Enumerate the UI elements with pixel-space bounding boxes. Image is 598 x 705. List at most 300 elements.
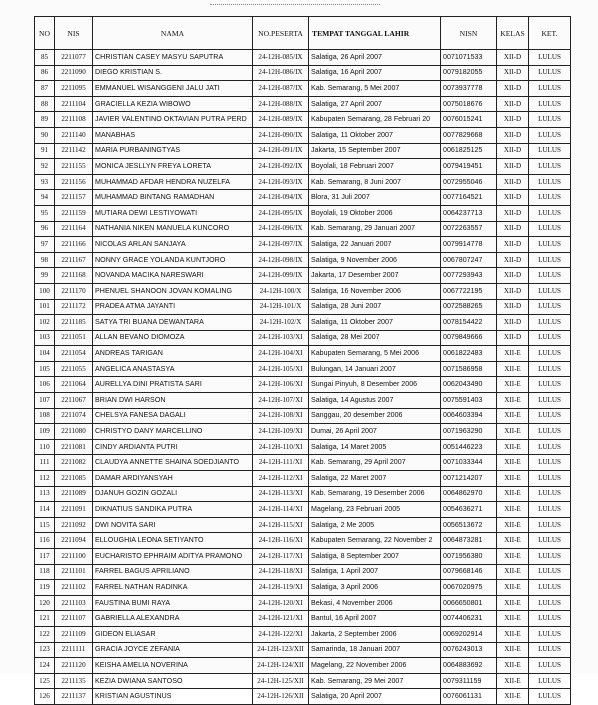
cell-nama: CHELSYA FANESA DAGALI [93,408,253,424]
cell-nisn: 0071586958 [441,361,497,377]
cell-ket: LULUS [529,252,571,268]
cell-nisn: 0064883692 [441,658,497,674]
cell-ket: LULUS [529,673,571,689]
cell-tempat-tanggal-lahir: Salatiga, 22 Maret 2007 [309,471,441,487]
cell-no-peserta: 24-12H-090/IX [253,127,309,143]
cell-no-peserta: 24-12H-098/IX [253,252,309,268]
cell-nisn: 0075591403 [441,393,497,409]
cell-kelas: XII-E [497,626,529,642]
cell-nis: 2211064 [55,377,93,393]
cell-tempat-tanggal-lahir: Salatiga, 3 April 2006 [309,580,441,596]
cell-kelas: XII-E [497,549,529,565]
cell-nama: KEISHA AMELIA NOVERINA [93,658,253,674]
cell-nis: 2211142 [55,143,93,159]
cell-nisn: 0071033344 [441,455,497,471]
cell-tempat-tanggal-lahir: Jakarta, 15 September 2007 [309,143,441,159]
cell-no-peserta: 24-12H-124/XII [253,658,309,674]
table-row [35,190,571,206]
cropped-header-strip [210,0,380,5]
cell-ket: LULUS [529,611,571,627]
cell-ket: LULUS [529,424,571,440]
table-header [35,17,571,50]
cell-nama: DAMAR ARDIYANSYAH [93,471,253,487]
cell-no: 99 [35,268,55,284]
cell-no-peserta: 24-12H-099/IX [253,268,309,284]
cell-nama: CHRISTIAN CASEY MASYU SAPUTRA [93,50,253,66]
cell-no-peserta: 24-12H-091/IX [253,143,309,159]
table-row [35,377,571,393]
cell-nis: 2211168 [55,268,93,284]
cell-ket: LULUS [529,237,571,253]
table-row [35,127,571,143]
cell-nisn: 0064237713 [441,205,497,221]
cell-nama: NICOLAS ARLAN SANJAYA [93,237,253,253]
cell-kelas: XII-E [497,439,529,455]
cell-no-peserta: 24-12H-106/XI [253,377,309,393]
cell-kelas: XII-D [497,127,529,143]
cell-nis: 2211109 [55,626,93,642]
cell-tempat-tanggal-lahir: Kab. Semarang, 29 April 2007 [309,455,441,471]
cell-kelas: XII-E [497,642,529,658]
cell-kelas: XII-D [497,330,529,346]
cell-nis: 2211111 [55,642,93,658]
table-row [35,658,571,674]
cell-tempat-tanggal-lahir: Dumai, 26 April 2007 [309,424,441,440]
table-row [35,626,571,642]
cell-ket: LULUS [529,642,571,658]
cell-no: 100 [35,283,55,299]
cell-tempat-tanggal-lahir: Bekasi, 4 November 2006 [309,595,441,611]
cell-tempat-tanggal-lahir: Kabupaten Semarang, 5 Mei 2006 [309,346,441,362]
cell-no-peserta: 24-12H-112/XI [253,471,309,487]
cell-kelas: XII-E [497,689,529,705]
cell-no-peserta: 24-12H-088/IX [253,96,309,112]
cell-kelas: XII-D [497,112,529,128]
cell-nisn: 0079419451 [441,159,497,175]
table-row [35,330,571,346]
cell-no-peserta: 24-12H-121/XI [253,611,309,627]
cell-nis: 2211157 [55,190,93,206]
header-nama: NAMA [93,17,253,50]
cell-tempat-tanggal-lahir: Bulungan, 14 Januari 2007 [309,361,441,377]
cell-ket: LULUS [529,486,571,502]
cell-nama: GIDEON ELIASAR [93,626,253,642]
cell-tempat-tanggal-lahir: Salatiga, 20 April 2007 [309,689,441,705]
cell-ket: LULUS [529,689,571,705]
table-row [35,159,571,175]
cell-kelas: XII-D [497,159,529,175]
cell-nama: CINDY ARDIANTA PUTRI [93,439,253,455]
table-row [35,81,571,97]
table-row [35,393,571,409]
cell-nama: JAVIER VALENTINO OKTAVIAN PUTRA PERD [93,112,253,128]
cell-no-peserta: 24-12H-120/XI [253,595,309,611]
cell-ket: LULUS [529,658,571,674]
cell-nisn: 0064873281 [441,533,497,549]
cell-nama: KRISTIAN AGUSTINUS [93,689,253,705]
cell-tempat-tanggal-lahir: Jakarta, 17 Desember 2007 [309,268,441,284]
cell-ket: LULUS [529,330,571,346]
cell-nisn: 0071071533 [441,50,497,66]
cell-nama: EMMANUEL WISANGGENI JALU JATI [93,81,253,97]
cell-no: 101 [35,299,55,315]
cell-ket: LULUS [529,564,571,580]
cell-no: 123 [35,642,55,658]
cell-nisn: 0076061131 [441,689,497,705]
table-row [35,595,571,611]
cell-nisn: 0077293943 [441,268,497,284]
cell-ket: LULUS [529,268,571,284]
cell-ket: LULUS [529,439,571,455]
header-nisn: NISN [441,17,497,50]
cell-no-peserta: 24-12H-118/XI [253,564,309,580]
cell-tempat-tanggal-lahir: Magelang, 22 November 2006 [309,658,441,674]
cell-nama: NATHANIA NIKEN MANUELA KUNCORO [93,221,253,237]
table-row [35,455,571,471]
cell-kelas: XII-E [497,564,529,580]
header-no-peserta: NO.PESERTA [253,17,309,50]
cell-nisn: 0079849666 [441,330,497,346]
table-row [35,96,571,112]
cell-no: 106 [35,377,55,393]
cell-tempat-tanggal-lahir: Kab. Semarang, 29 Mei 2007 [309,673,441,689]
table-row [35,502,571,518]
header-ket: KET. [529,17,571,50]
cell-nama: SATYA TRI BUANA DEWANTARA [93,315,253,331]
cell-no: 107 [35,393,55,409]
cell-nama: ALLAN BEVANO DIOMOZA [93,330,253,346]
cell-nis: 2211164 [55,221,93,237]
table-row [35,112,571,128]
cell-nisn: 0076015241 [441,112,497,128]
cell-ket: LULUS [529,533,571,549]
cell-tempat-tanggal-lahir: Sanggau, 20 desember 2006 [309,408,441,424]
cell-no-peserta: 24-12H-097/IX [253,237,309,253]
cell-ket: LULUS [529,50,571,66]
table-row [35,174,571,190]
cell-tempat-tanggal-lahir: Salatiga, 11 Oktober 2007 [309,127,441,143]
table-row [35,642,571,658]
cell-tempat-tanggal-lahir: Sungai Pinyuh, 8 Desember 2006 [309,377,441,393]
cell-nama: GRACIA JOYCE ZEFANIA [93,642,253,658]
cell-nama: MANABHAS [93,127,253,143]
cell-ket: LULUS [529,221,571,237]
cell-nisn: 0067807247 [441,252,497,268]
cell-nis: 2211092 [55,517,93,533]
cell-no: 97 [35,237,55,253]
cell-tempat-tanggal-lahir: Salatiga, 2 Me 2005 [309,517,441,533]
cell-tempat-tanggal-lahir: Salatiga, 14 Agustus 2007 [309,393,441,409]
cell-nisn: 0069202914 [441,626,497,642]
cell-nama: FARREL BAGUS APRILIANO [93,564,253,580]
cell-kelas: XII-D [497,237,529,253]
cell-tempat-tanggal-lahir: Blora, 31 Juli 2007 [309,190,441,206]
cell-no: 108 [35,408,55,424]
cell-nis: 2211104 [55,96,93,112]
cell-nis: 2211077 [55,50,93,66]
table-row [35,315,571,331]
cell-kelas: XII-E [497,533,529,549]
cell-nis: 2211051 [55,330,93,346]
header-kelas: KELAS [497,17,529,50]
cell-no: 103 [35,330,55,346]
cell-kelas: XII-D [497,252,529,268]
cell-nisn: 0072955046 [441,174,497,190]
table-row [35,486,571,502]
cell-nis: 2211082 [55,455,93,471]
cell-nama: CLAUDYA ANNETTE SHAINA SOEDJIANTO [93,455,253,471]
cell-kelas: XII-D [497,174,529,190]
cell-ket: LULUS [529,315,571,331]
cell-nama: ELLOUGHIA LEONA SETIYANTO [93,533,253,549]
cell-nisn: 0075018676 [441,96,497,112]
cell-no: 126 [35,689,55,705]
cell-no-peserta: 24-12H-108/XI [253,408,309,424]
cell-nama: PHENUEL SHANOON JOVAN KOMALING [93,283,253,299]
cell-nisn: 0079311159 [441,673,497,689]
table-row [35,408,571,424]
cell-no: 120 [35,595,55,611]
cell-nama: MARIA PURBANINGTYAS [93,143,253,159]
cell-nisn: 0071963290 [441,424,497,440]
cell-no: 90 [35,127,55,143]
cell-no: 94 [35,190,55,206]
cell-nama: PRADEA ATMA JAYANTI [93,299,253,315]
cell-nis: 2211085 [55,471,93,487]
cell-nama: ANGELICA ANASTASYA [93,361,253,377]
cell-nama: MUHAMMAD AFDAR HENDRA NUZELFA [93,174,253,190]
cell-nama: AURELLYA DINI PRATISTA SARI [93,377,253,393]
cell-nisn: 0067722195 [441,283,497,299]
cell-no: 110 [35,439,55,455]
cell-nis: 2211120 [55,658,93,674]
cell-kelas: XII-D [497,299,529,315]
cell-ket: LULUS [529,408,571,424]
cell-nisn: 0064603394 [441,408,497,424]
cell-nama: ANDREAS TARIGAN [93,346,253,362]
table-row [35,268,571,284]
cell-no-peserta: 24-12H-109/XI [253,424,309,440]
cell-kelas: XII-E [497,424,529,440]
cell-kelas: XII-D [497,221,529,237]
cell-no: 89 [35,112,55,128]
cell-nisn: 0079914778 [441,237,497,253]
cell-tempat-tanggal-lahir: Salatiga, 11 Oktober 2007 [309,315,441,331]
cell-tempat-tanggal-lahir: Kabupaten Semarang, 22 November 2 [309,533,441,549]
cell-nisn: 0079668146 [441,564,497,580]
cell-nisn: 0061825125 [441,143,497,159]
cell-nisn: 0073937778 [441,81,497,97]
cell-nama: DJANUH GOZIN GOZALI [93,486,253,502]
cell-no: 125 [35,673,55,689]
cell-no: 95 [35,205,55,221]
cell-tempat-tanggal-lahir: Samarinda, 18 Januari 2007 [309,642,441,658]
cell-kelas: XII-D [497,315,529,331]
cell-tempat-tanggal-lahir: Salatiga, 28 Mei 2007 [309,330,441,346]
cell-nis: 2211074 [55,408,93,424]
cell-ket: LULUS [529,626,571,642]
table-row [35,580,571,596]
table-row [35,471,571,487]
cell-nis: 2211159 [55,205,93,221]
cell-kelas: XII-D [497,190,529,206]
cell-no-peserta: 24-12H-126/XII [253,689,309,705]
cell-nisn: 0074406231 [441,611,497,627]
cell-nis: 2211140 [55,127,93,143]
cell-ket: LULUS [529,143,571,159]
cell-ket: LULUS [529,580,571,596]
cell-nis: 2211167 [55,252,93,268]
cell-nama: MUHAMMAD BINTANG RAMADHAN [93,190,253,206]
cell-no: 96 [35,221,55,237]
cell-nisn: 0077829668 [441,127,497,143]
cell-ket: LULUS [529,346,571,362]
cell-kelas: XII-E [497,595,529,611]
cell-kelas: XII-D [497,81,529,97]
cell-no-peserta: 24-12H-096/IX [253,221,309,237]
table-row [35,299,571,315]
cell-nisn: 0072263557 [441,221,497,237]
cell-nisn: 0051446223 [441,439,497,455]
cell-kelas: XII-D [497,50,529,66]
cell-kelas: XII-E [497,658,529,674]
cell-nisn: 0071214207 [441,471,497,487]
cell-no-peserta: 24-12H-123/XII [253,642,309,658]
cell-nisn: 0061822483 [441,346,497,362]
cell-no: 119 [35,580,55,596]
cell-no-peserta: 24-12H-093/IX [253,174,309,190]
cell-nis: 2211091 [55,502,93,518]
cell-tempat-tanggal-lahir: Kab. Semarang, 5 Mei 2007 [309,81,441,97]
cell-nisn: 0064862970 [441,486,497,502]
table-row [35,205,571,221]
cell-nisn: 0072588265 [441,299,497,315]
table-row [35,50,571,66]
cell-nisn: 0079182055 [441,65,497,81]
table-row [35,221,571,237]
cell-no: 93 [35,174,55,190]
cell-kelas: XII-E [497,517,529,533]
table-row [35,283,571,299]
cell-tempat-tanggal-lahir: Salatiga, 16 April 2007 [309,65,441,81]
cell-nama: KEZIA DWIANA SANTOSO [93,673,253,689]
table-row [35,564,571,580]
cell-no-peserta: 24-12H-104/XI [253,346,309,362]
cell-nama: CHRISTYO DANY MARCELLINO [93,424,253,440]
cell-ket: LULUS [529,393,571,409]
cell-kelas: XII-D [497,96,529,112]
cell-no-peserta: 24-12H-105/XI [253,361,309,377]
cell-nama: NONNY GRACE YOLANDA KUNTJORO [93,252,253,268]
cell-nisn: 0054636271 [441,502,497,518]
cell-nis: 2211155 [55,159,93,175]
cell-no-peserta: 24-12H-103/XI [253,330,309,346]
cell-no-peserta: 24-12H-102/X [253,315,309,331]
cell-nisn: 0066650801 [441,595,497,611]
cell-ket: LULUS [529,112,571,128]
cell-ket: LULUS [529,65,571,81]
cell-no: 91 [35,143,55,159]
cell-nis: 2211170 [55,283,93,299]
table-row [35,424,571,440]
cell-nis: 2211101 [55,564,93,580]
cell-no: 112 [35,471,55,487]
cell-ket: LULUS [529,549,571,565]
cell-no-peserta: 24-12H-117/XI [253,549,309,565]
cell-kelas: XII-D [497,205,529,221]
cell-no-peserta: 24-12H-119/XI [253,580,309,596]
cell-ket: LULUS [529,159,571,175]
table-row [35,361,571,377]
cell-no: 117 [35,549,55,565]
cell-nis: 2211166 [55,237,93,253]
cell-no: 88 [35,96,55,112]
cell-kelas: XII-E [497,377,529,393]
cell-kelas: XII-E [497,502,529,518]
cell-no-peserta: 24-12H-085/IX [253,50,309,66]
cell-tempat-tanggal-lahir: Salatiga, 14 Maret 2005 [309,439,441,455]
cell-kelas: XII-E [497,611,529,627]
cell-nis: 2211100 [55,549,93,565]
cell-nis: 2211103 [55,595,93,611]
table-row [35,611,571,627]
cell-nis: 2211055 [55,361,93,377]
cell-tempat-tanggal-lahir: Salatiga, 1 April 2007 [309,564,441,580]
header-tempat-tanggal-lahir: TEMPAT TANGGAL LAHIR [309,17,441,50]
cell-no: 102 [35,315,55,331]
cell-nisn: 0056513672 [441,517,497,533]
cell-nisn: 0076243013 [441,642,497,658]
cell-no-peserta: 24-12H-100/X [253,283,309,299]
cell-kelas: XII-E [497,408,529,424]
cell-ket: LULUS [529,283,571,299]
cell-nis: 2211089 [55,486,93,502]
table-row [35,549,571,565]
cell-kelas: XII-E [497,346,529,362]
table-row [35,673,571,689]
cell-nama: EUCHARISTO EPHRAIM ADITYA PRAMONO [93,549,253,565]
cell-no-peserta: 24-12H-094/IX [253,190,309,206]
cell-nama: FARREL NATHAN RADINKA [93,580,253,596]
cell-ket: LULUS [529,96,571,112]
cell-nama: DWI NOVITA SARI [93,517,253,533]
cell-kelas: XII-D [497,143,529,159]
cell-nis: 2211137 [55,689,93,705]
cell-no-peserta: 24-12H-092/IX [253,159,309,175]
cell-no: 85 [35,50,55,66]
cell-nis: 2211185 [55,315,93,331]
cell-ket: LULUS [529,190,571,206]
cell-nis: 2211090 [55,65,93,81]
cell-no: 109 [35,424,55,440]
cell-no: 122 [35,626,55,642]
cell-no: 113 [35,486,55,502]
cell-kelas: XII-E [497,361,529,377]
cell-nis: 2211107 [55,611,93,627]
table-row [35,65,571,81]
cell-no-peserta: 24-12H-111/XI [253,455,309,471]
cell-nama: BRIAN DWI HARSON [93,393,253,409]
cell-kelas: XII-E [497,486,529,502]
cell-no-peserta: 24-12H-087/IX [253,81,309,97]
cell-no: 87 [35,81,55,97]
cell-kelas: XII-E [497,673,529,689]
cell-no: 116 [35,533,55,549]
cell-no-peserta: 24-12H-125/XII [253,673,309,689]
cell-no-peserta: 24-12H-115/XI [253,517,309,533]
cell-nisn: 0071956380 [441,549,497,565]
cell-kelas: XII-E [497,580,529,596]
